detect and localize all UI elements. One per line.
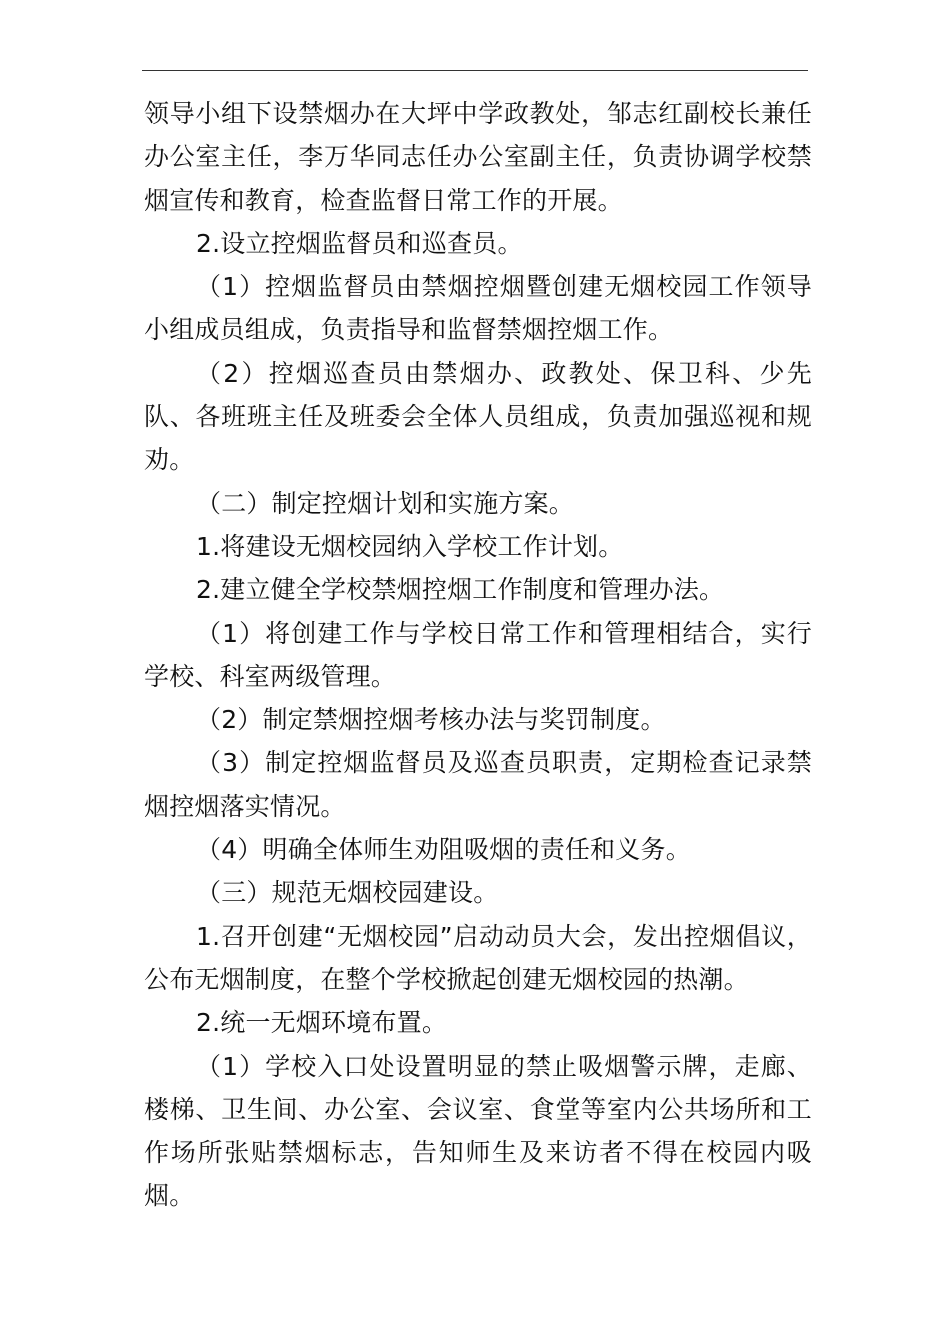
paragraph-8: （1）将创建工作与学校日常工作和管理相结合，实行学校、科室两级管理。 [144,618,812,691]
header-rule [142,70,808,71]
paragraph-2: 2.设立控烟监督员和巡查员。 [196,228,523,258]
paragraph-15: （1）学校入口处设置明显的禁止吸烟警示牌，走廊、楼梯、卫生间、办公室、会议室、食堂等室内公共场所和工作场所张贴禁烟标志，告知师生及来访者不得在校园内吸烟。 [144,1051,812,1211]
section-heading-2: （二）制定控烟计划和实施方案。 [196,488,575,518]
paragraph-6: 1.将建设无烟校园纳入学校工作计划。 [196,531,624,561]
section-heading-3: （三）规范无烟校园建设。 [196,878,499,908]
paragraph-14: 2.统一无烟环境布置。 [196,1008,448,1038]
document-body [144,92,812,1218]
paragraph-13: 1.召开创建“无烟校园”启动动员大会，发出控烟倡议，公布无烟制度，在整个学校掀起创建无烟校园的热潮。 [144,921,812,994]
paragraph-10: （3）制定控烟监督员及巡查员职责，定期检查记录禁烟控烟落实情况。 [144,748,812,821]
paragraph-3: （1）控烟监督员由禁烟控烟暨创建无烟校园工作领导小组成员组成，负责指导和监督禁烟控烟工作。 [144,272,812,345]
paragraph-11: （4）明确全体师生劝阻吸烟的责任和义务。 [196,835,691,865]
paragraph-7: 2.建立健全学校禁烟控烟工作制度和管理办法。 [196,575,725,605]
paragraph-4: （2）控烟巡查员由禁烟办、政教处、保卫科、少先队、各班班主任及班委会全体人员组成，负责加强巡视和规劝。 [144,358,812,475]
paragraph-1: 领导小组下设禁烟办在大坪中学政教处，邹志红副校长兼任办公室主任，李万华同志任办公室副主任，负责协调学校禁烟宣传和教育，检查监督日常工作的开展。 [144,99,812,215]
paragraph-9: （2）制定禁烟控烟考核办法与奖罚制度。 [196,705,666,735]
